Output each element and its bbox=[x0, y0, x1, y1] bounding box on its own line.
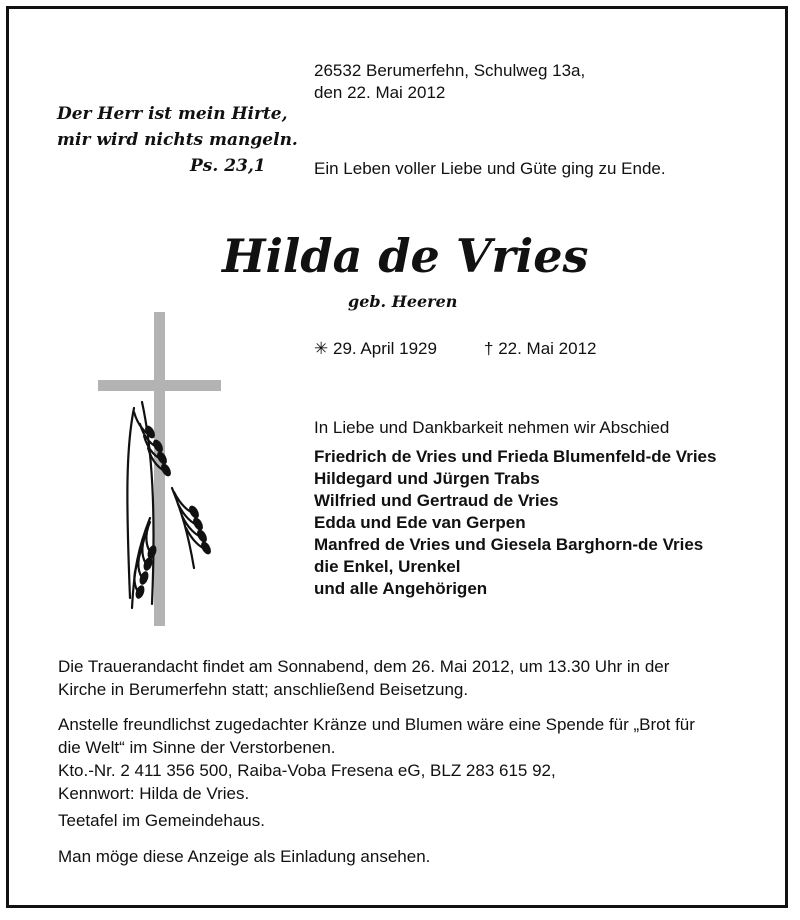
donation-line-2: die Welt“ im Sinne der Verstorbenen. bbox=[58, 738, 336, 757]
birth-name: geb. Heeren bbox=[348, 292, 458, 311]
mourner-line: Manfred de Vries und Giesela Barghorn-de Vries bbox=[314, 535, 704, 554]
death-date: 22. Mai 2012 bbox=[498, 339, 597, 358]
mourner-line: Friedrich de Vries und Frieda Blumenfeld-de Vries bbox=[314, 447, 717, 466]
mourner-line: Hildegard und Jürgen Trabs bbox=[314, 469, 540, 488]
intro-text: Ein Leben voller Liebe und Güte ging zu Ende. bbox=[314, 159, 666, 178]
death-date-group bbox=[484, 338, 597, 360]
verse-line-1: Der Herr ist mein Hirte, bbox=[57, 104, 288, 124]
service-line-2: Kirche in Berumerfehn statt; anschließend Beisetzung. bbox=[58, 680, 469, 699]
death-cross-icon: † bbox=[484, 339, 494, 358]
mourner-line: Edda und Ede van Gerpen bbox=[314, 513, 526, 532]
verse-line-2: mir wird nichts mangeln. bbox=[57, 130, 298, 150]
date-line: den 22. Mai 2012 bbox=[314, 83, 446, 102]
cross-wheat-icon bbox=[90, 308, 230, 628]
verse-reference: Ps. 23,1 bbox=[190, 156, 266, 176]
birth-date-group bbox=[314, 338, 437, 360]
farewell-text: In Liebe und Dankbarkeit nehmen wir Abschied bbox=[314, 418, 670, 437]
deceased-name: Hilda de Vries bbox=[222, 229, 589, 283]
address-line: 26532 Berumerfehn, Schulweg 13a, bbox=[314, 61, 586, 80]
service-line-1: Die Trauerandacht findet am Sonnabend, dem 26. Mai 2012, um 13.30 Uhr in der bbox=[58, 657, 670, 676]
tea-text: Teetafel im Gemeindehaus. bbox=[58, 811, 265, 830]
donation-paragraph bbox=[58, 713, 695, 805]
donation-line-4: Kennwort: Hilda de Vries. bbox=[58, 784, 250, 803]
mourner-line: und alle Angehörigen bbox=[314, 579, 488, 598]
closing-text: Man möge diese Anzeige als Einladung ansehen. bbox=[58, 847, 431, 866]
donation-line-1: Anstelle freundlichst zugedachter Kränze und Blumen wäre eine Spende für „Brot für bbox=[58, 715, 695, 734]
mourner-line: die Enkel, Urenkel bbox=[314, 557, 461, 576]
mourner-line: Wilfried und Gertraud de Vries bbox=[314, 491, 559, 510]
birth-star-icon: ✳ bbox=[314, 339, 329, 358]
donation-line-3: Kto.-Nr. 2 411 356 500, Raiba-Voba Fresena eG, BLZ 283 615 92, bbox=[58, 761, 556, 780]
service-paragraph bbox=[58, 655, 669, 701]
birth-date: 29. April 1929 bbox=[332, 339, 437, 358]
mourners-list bbox=[314, 446, 716, 600]
